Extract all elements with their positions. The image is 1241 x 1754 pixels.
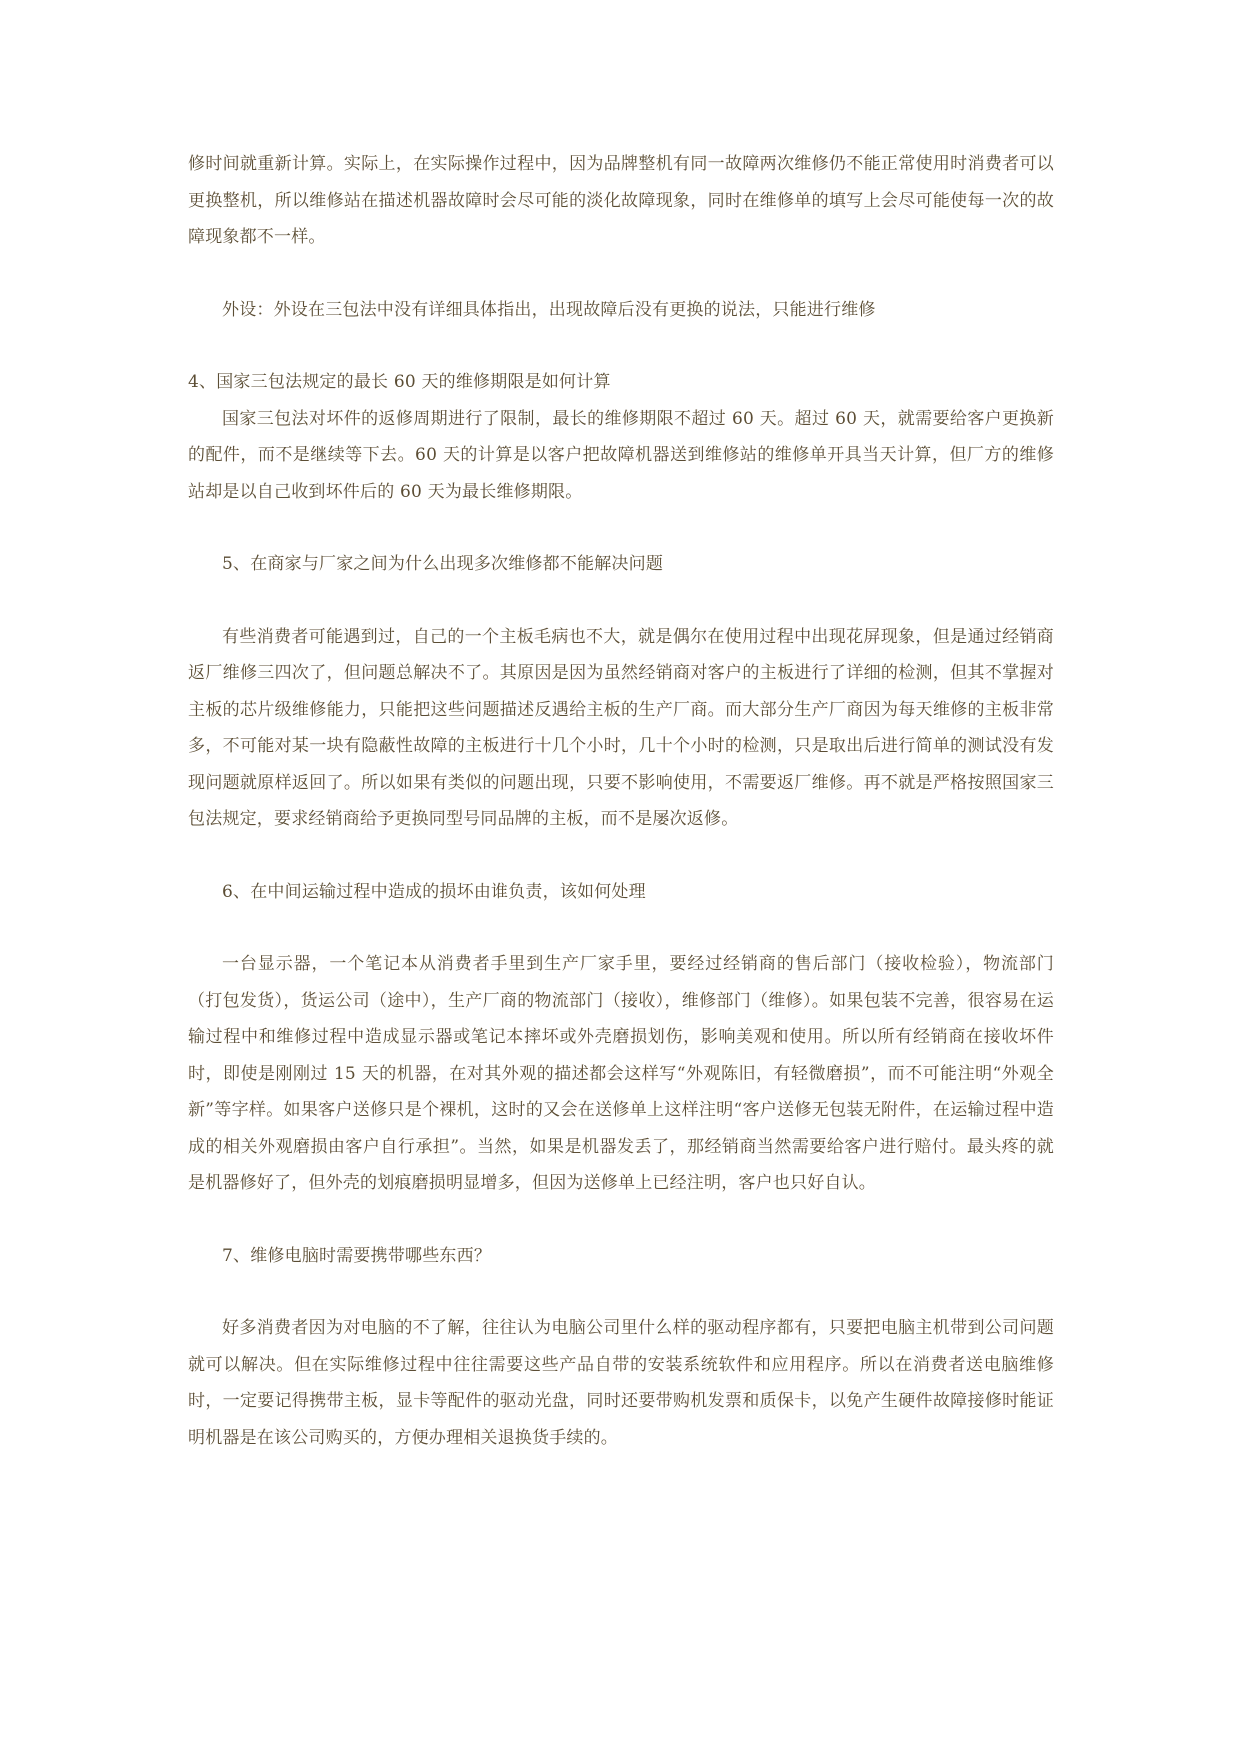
- paragraph-section-6: 一台显示器，一个笔记本从消费者手里到生产厂家手里，要经过经销商的售后部门（接收检验），物流部门（打包发货），货运公司（途中），生产厂商的物流部门（接收），维修部门（维修）。如果包装不完善，很容易在运输过程中和维修过程中造成显示器或笔记本摔坏或外壳磨损划伤，影响美观和使用。所以所有经销商在接收坏件时，即使是刚刚过 15 天的机器，在对其外观的描述都会这样写“外观陈旧，有轻微磨损”，而不可能注明“外观全新”等字样。如果客户送修只是个裸机，这时的又会在送修单上这样注明“客户送修无包装无附件，在运输过程中造成的相关外观磨损由客户自行承担”。当然，如果是机器发丢了，那经销商当然需要给客户进行赔付。最头疼的就是机器修好了，但外壳的划痕磨损明显增多，但因为送修单上已经注明，客户也只好自认。: [188, 954, 1054, 1193]
- heading-section-5: 5、在商家与厂家之间为什么出现多次维修都不能解决问题: [222, 554, 664, 574]
- paragraph-continuation: 修时间就重新计算。实际上，在实际操作过程中，因为品牌整机有同一故障两次维修仍不能正常使用时消费者可以更换整机，所以维修站在描述机器故障时会尽可能的淡化故障现象，同时在维修单的填写上会尽可能使每一次的故障现象都不一样。: [188, 154, 1054, 247]
- paragraph-peripherals: 外设：外设在三包法中没有详细具体指出，出现故障后没有更换的说法，只能进行维修: [222, 299, 876, 320]
- paragraph-section-7: 好多消费者因为对电脑的不了解，往往认为电脑公司里什么样的驱动程序都有，只要把电脑主机带到公司问题就可以解决。但在实际维修过程中往往需要这些产品自带的安装系统软件和应用程序。所以在消费者送电脑维修时，一定要记得携带主板，显卡等配件的驱动光盘，同时还要带购机发票和质保卡，以免产生硬件故障接修时能证明机器是在该公司购买的，方便办理相关退换货手续的。: [188, 1318, 1054, 1448]
- paragraph-section-4: 国家三包法对坏件的返修周期进行了限制，最长的维修期限不超过 60 天。超过 60 天，就需要给客户更换新的配件，而不是继续等下去。60 天的计算是以客户把故障机器送到维修站的维修单开具当天计算，但厂方的维修站却是以自己收到坏件后的 60 天为最长维修期限。: [188, 408, 1054, 502]
- paragraph-section-5: 有些消费者可能遇到过，自己的一个主板毛病也不大，就是偶尔在使用过程中出现花屏现象，但是通过经销商返厂维修三四次了，但问题总解决不了。其原因是因为虽然经销商对客户的主板进行了详细的检测，但其不掌握对主板的芯片级维修能力，只能把这些问题描述反遇给主板的生产厂商。而大部分生产厂商因为每天维修的主板非常多，不可能对某一块有隐蔽性故障的主板进行十几个小时，几十个小时的检测，只是取出后进行简单的测试没有发现问题就原样返回了。所以如果有类似的问题出现，只要不影响使用，不需要返厂维修。再不就是严格按照国家三包法规定，要求经销商给予更换同型号同品牌的主板，而不是屡次返修。: [188, 626, 1054, 829]
- heading-section-6: 6、在中间运输过程中造成的损坏由谁负责，该如何处理: [222, 881, 646, 902]
- heading-section-4: 4、国家三包法规定的最长 60 天的维修期限是如何计算: [188, 372, 611, 392]
- heading-section-7: 7、维修电脑时需要携带哪些东西？: [222, 1245, 492, 1266]
- document-page: [188, 146, 1054, 1456]
